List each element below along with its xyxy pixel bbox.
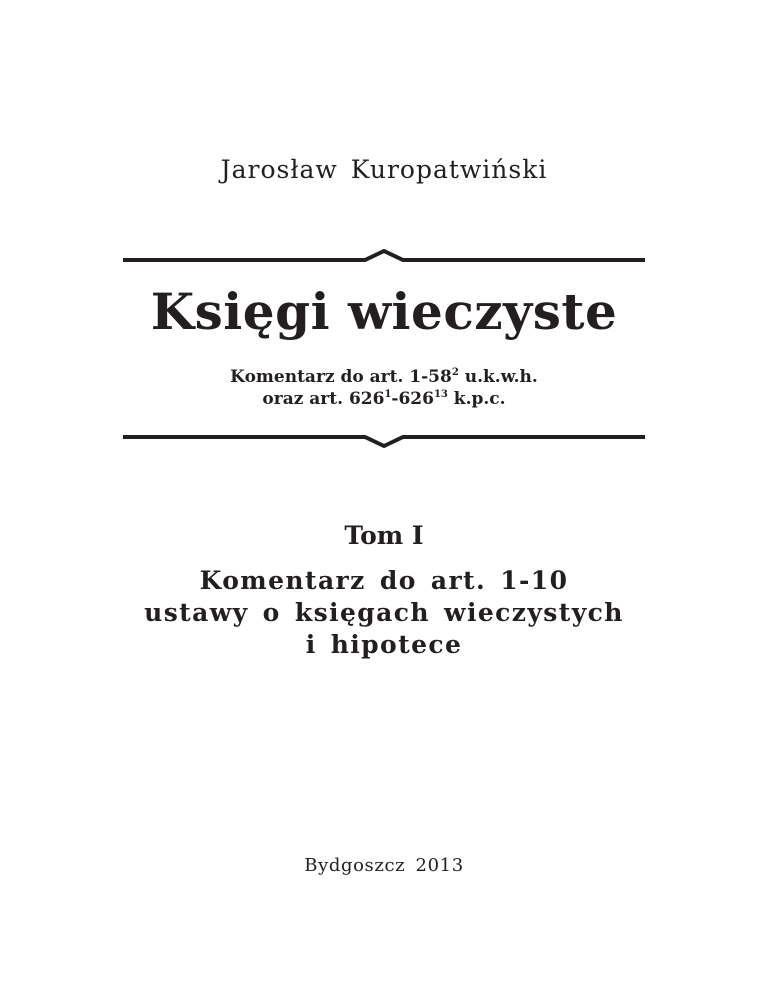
volume-description-line: i hipotece [305,630,463,659]
book-subtitle [0,366,768,410]
top-ornamental-rule [123,249,645,269]
volume-description-line: Komentarz do art. 1-10 [199,566,569,595]
author-name: Jarosław Kuropatwiński [220,155,548,184]
volume-description [0,565,768,661]
subtitle-line-2: oraz art. $626^1-626^{13}$ k.p.c. [262,389,506,409]
book-title: Księgi wieczyste [150,282,618,341]
volume-label: Tom I [344,521,424,550]
volume-description-line: ustawy o księgach wieczystych [144,598,624,627]
bottom-ornamental-rule [123,428,645,448]
place-and-year: Bydgoszcz 2013 [304,855,464,876]
subtitle-line-1: Komentarz do art. $1-58^2$ u.k.w.h. [230,367,538,387]
